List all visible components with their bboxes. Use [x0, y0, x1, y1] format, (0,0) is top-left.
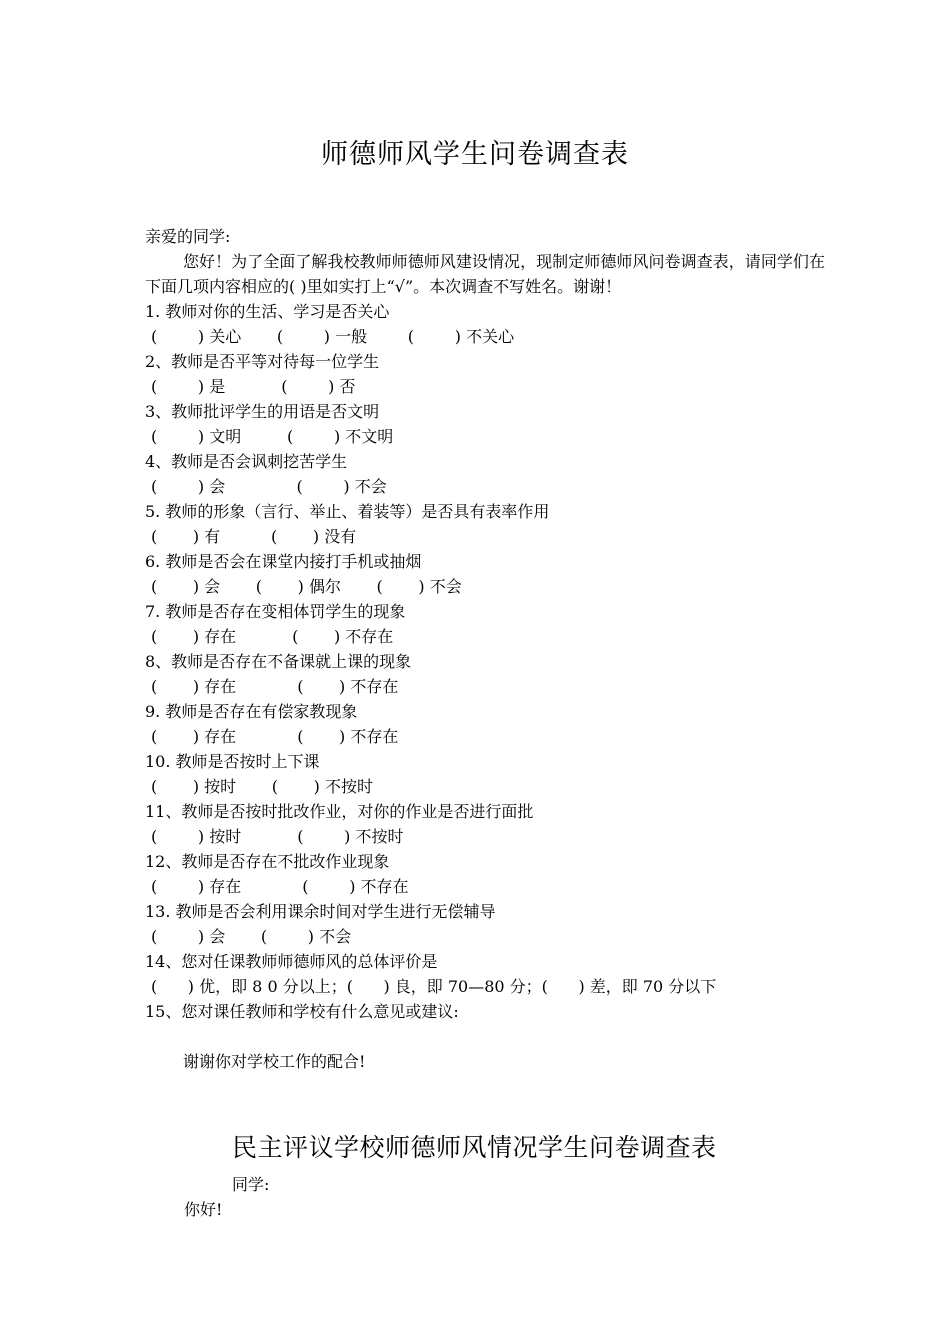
survey2-hello: 你好! [184, 1200, 223, 1219]
intro-paragraph: 您好！为了全面了解我校教师师德师风建设情况，现制定师德师风问卷调查表，请同学们在下面几项内容相应的( )里如实打上“√”。本次调查不写姓名。谢谢！ [145, 252, 825, 296]
question-8: 8、教师是否存在不备课就上课的现象 [145, 652, 412, 671]
survey-title: 师德师风学生问卷调查表 [321, 139, 629, 170]
question-list [145, 299, 825, 1024]
question-9-options: ( ) 存在 ( ) 不存在 [151, 727, 399, 746]
thanks-line: 谢谢你对学校工作的配合! [183, 1052, 366, 1071]
question-11: 11、教师是否按时批改作业，对你的作业是否进行面批 [145, 802, 534, 821]
question-12: 12、教师是否存在不批改作业现象 [145, 852, 390, 871]
survey-body [145, 224, 825, 1074]
question-10-options: ( ) 按时 ( ) 不按时 [151, 777, 373, 796]
spacer [145, 1024, 825, 1049]
survey2-greeting: 同学: [232, 1175, 270, 1194]
question-14: 14、您对任课教师师德师风的总体评价是 [145, 952, 438, 971]
question-6-options: ( ) 会 ( ) 偶尔 ( ) 不会 [151, 577, 462, 596]
question-10: 10. 教师是否按时上下课 [145, 752, 320, 771]
question-3: 3、教师批评学生的用语是否文明 [145, 402, 380, 421]
question-5: 5. 教师的形象（言行、举止、着装等）是否具有表率作用 [145, 502, 550, 521]
question-2: 2、教师是否平等对待每一位学生 [145, 352, 380, 371]
question-3-options: ( ) 文明 ( ) 不文明 [151, 427, 394, 446]
question-4: 4、教师是否会讽刺挖苦学生 [145, 452, 348, 471]
question-13-options: ( ) 会 ( ) 不会 [151, 927, 352, 946]
question-6: 6. 教师是否会在课堂内接打手机或抽烟 [145, 552, 422, 571]
question-4-options: ( ) 会 ( ) 不会 [151, 477, 387, 496]
question-13: 13. 教师是否会利用课余时间对学生进行无偿辅导 [145, 902, 496, 921]
question-5-options: ( ) 有 ( ) 没有 [151, 527, 357, 546]
question-12-options: ( ) 存在 ( ) 不存在 [151, 877, 409, 896]
question-14-options: ( ) 优，即 8 0 分以上；( ) 良，即 70—80 分；( ) 差，即 70 分以下 [151, 977, 717, 996]
greeting: 亲爱的同学: [145, 227, 231, 246]
question-9: 9. 教师是否存在有偿家教现象 [145, 702, 358, 721]
question-15: 15、您对课任教师和学校有什么意见或建议: [145, 1002, 459, 1021]
question-7-options: ( ) 存在 ( ) 不存在 [151, 627, 394, 646]
question-8-options: ( ) 存在 ( ) 不存在 [151, 677, 399, 696]
question-1-options: ( ) 关心 ( ) 一般 ( ) 不关心 [151, 327, 515, 346]
question-11-options: ( ) 按时 ( ) 不按时 [151, 827, 404, 846]
question-7: 7. 教师是否存在变相体罚学生的现象 [145, 602, 406, 621]
question-1: 1. 教师对你的生活、学习是否关心 [145, 302, 390, 321]
survey2-title: 民主评议学校师德师风情况学生问卷调查表 [232, 1133, 717, 1162]
question-2-options: ( ) 是 ( ) 否 [151, 377, 356, 396]
